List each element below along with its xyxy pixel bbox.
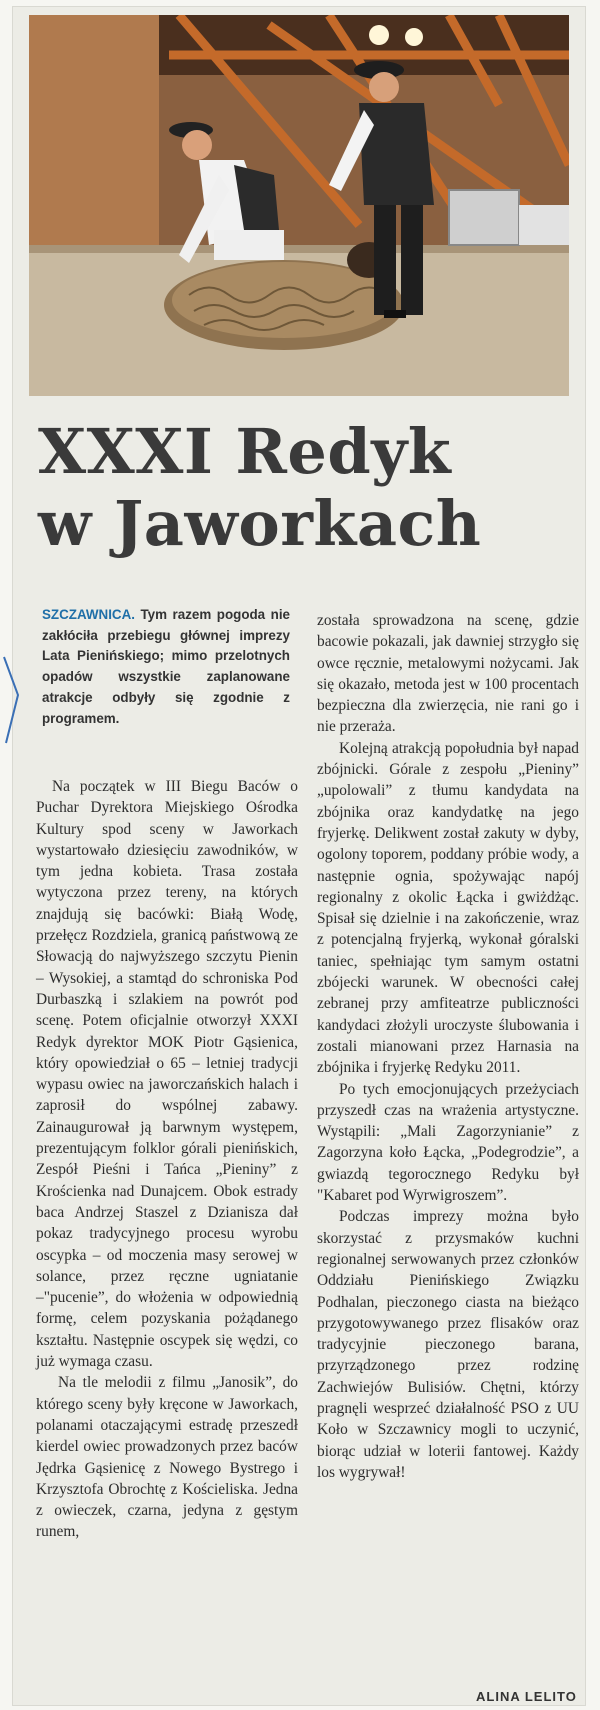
newspaper-clipping	[12, 6, 586, 1706]
headline-line-2: w Jaworkach	[38, 487, 482, 560]
article-lead	[42, 605, 290, 729]
article-column-2	[317, 610, 579, 1483]
paragraph: Na początek w III Biegu Baców o Puchar Dyrektora Miejskiego Ośrodka Kultury spod sceny w Jaworkach wystartowało dziesięciu zawodników, w tym jedna kobieta. Trasa została wytyczona przez tereny, na których znajdują się bacówki: Białą Wodę, przełęcz Rozdziela, granicą państwową ze Słowacją do najwyższego szczytu Pienin – Wysokiej, a stamtąd do schroniska Pod Durbaszką i szlakiem na powrót pod scenę. Potem oficjalnie otworzył XXXI Redyk dyrektor MOK Piotr Gąsienica, który opowiedział o 65 – letniej tradycji wypasu owiec na jaworczańskich halach i zaprosił do wspólnej zabawy. Zainaugurował ją barwnym występem, prezentującym folklor górali pienińskich, Zespół Pieśni i Tańca „Pieniny” z Krościenka nad Dunajcem. Obok estrady baca Andrzej Staszel z Dzianisza dał pokaz tradycyjnego procesu wyrobu oscypka – od moczenia masy serowej w solance, przez ręczne ugniatanie –"pucenie”, do włożenia w odpowiednią formę, celem pozyskania pożądanego kształtu. Następnie oscypek się wędzi, co już wymaga czasu.	[36, 778, 298, 1371]
article-column-1	[36, 776, 298, 1543]
paragraph: została sprowadzona na scenę, gdzie bacowie pokazali, jak dawniej strzygło się owce ręcznie, metalowymi nożycami. Jak się okazało, metoda jest w 100 procentach bezpieczna dla zwierzęcia, nie rani go i nie przeraża.	[317, 612, 579, 736]
sheep-shearing-photo	[29, 15, 569, 396]
paragraph: Podczas imprezy można było skorzystać z przysmaków kuchni regionalnej serwowanych przez członków Oddziału Pienińskiego Związku Podhalan, pieczonego ciasta na bieżąco przygotowywanego przez flisaków oraz tradycyjnie pieczonego barana, przyrządzonego przez rodzinę Zachwiejów Bulisiów. Chętni, którzy pragnęli wesprzeć działalność PSO z UU Koło w Szczawnicy mogli to uczynić, biorąc udział w loterii fantowej. Każdy los wygrywał!	[317, 1208, 579, 1481]
article-headline	[38, 416, 578, 560]
lead-text: Tym razem pogoda nie zakłóciła przebiegu głównej imprezy Lata Pienińskiego; mimo przelotnych opadów wszystkie zaplanowane atrakcje odbyły się zgodnie z programem.	[42, 607, 290, 726]
pen-mark-icon	[0, 655, 28, 745]
paragraph: Na tle melodii z filmu „Janosik”, do którego sceny były kręcone w Jaworkach, polanami otaczającymi estradę przeszedł kierdel owiec prowadzonych przez baców Jędrka Gąsienicę z Nowego Bystrego i Krzysztofa Obrochtę z Kościeliska. Jedna z owieczek, czarna, jedyna z gęstym runem,	[36, 1374, 298, 1541]
lead-place: SZCZAWNICA.	[42, 607, 135, 622]
author-byline: ALINA LELITO	[476, 1689, 577, 1704]
headline-line-1: XXXI Redyk	[38, 415, 452, 488]
paragraph: Kolejną atrakcją popołudnia był napad zbójnicki. Górale z zespołu „Pieniny” „upolowali” z tłumu kandydata na zbójnika oraz kandydatkę na jego fryjerkę. Delikwent został zakuty w dyby, ogolony toporem, poddany próbie wody, a następnie ognia, spożywając napój regionalny z okolic Łącka i gwiżdżąc. Spisał się dzielnie i na zakończenie, wraz z potencjalną fryjerką, wykonał góralski taniec, spełniając tym samym ostatni zbójecki warunek. W obecności całej zebranej przy amfiteatrze publiczności kandydaci złożyli uroczyste ślubowania i zostali mianowani przez Harnasia na zbójnika i fryjerkę Redyku 2011.	[317, 739, 579, 1077]
article-photo	[29, 15, 569, 396]
paragraph: Po tych emocjonujących przeżyciach przyszedł czas na wrażenia artystyczne. Wystąpili: „Mali Zagorzynianie” z Zagorzyna koło Łącka, „Podegrodzie”, a gwiazdą tegorocznego Redyku był "Kabaret pod Wyrwigroszem”.	[317, 1080, 579, 1205]
